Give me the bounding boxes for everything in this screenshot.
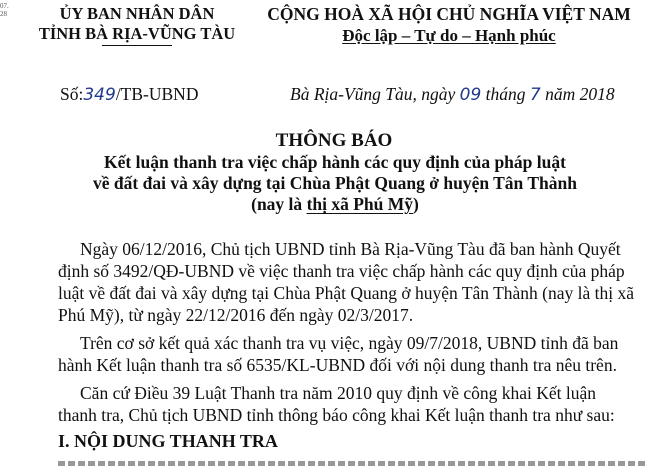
paragraph-line: Căn cứ Điều 39 Luật Thanh tra năm 2010 quy định về công khai Kết luận (80, 383, 597, 403)
cut-off-text-line (58, 455, 648, 466)
authority-line-1: ỦY BAN NHÂN DÂN (59, 4, 215, 23)
paragraph-line: thanh tra, Chủ tịch UBND tỉnh thông báo công khai Kết luận thanh tra như sau: (58, 405, 615, 425)
date-month-handwritten: 7 (529, 85, 541, 105)
paragraph-line: Phú Mỹ), từ ngày 22/12/2016 đến ngày 02/3/2017. (58, 305, 414, 325)
subtitle-line-3 (52, 194, 618, 215)
paragraph-line: Trên cơ sở kết quả xác thanh tra vụ việc, ngày 09/7/2018, UBND tỉnh đã ban (80, 333, 619, 353)
date-place: Bà Rịa-Vũng Tàu, ngày (290, 84, 460, 104)
subtitle-line-3-underlined: thị xã Phú Mỹ (306, 194, 414, 214)
subtitle-line-3-suffix: ) (413, 194, 419, 214)
dateline (290, 84, 615, 105)
national-motto: Độc lập – Tự do – Hạnh phúc (342, 26, 556, 45)
paragraph-line: định số 3492/QĐ-UBND về việc thanh tra việc chấp hành các quy định của pháp (58, 261, 625, 281)
paragraph-1 (58, 238, 648, 326)
date-day-handwritten: 09 (459, 85, 482, 105)
date-year: năm 2018 (540, 84, 615, 104)
paragraph-3 (58, 382, 648, 426)
authority-divider (102, 45, 172, 46)
paragraph-2 (58, 332, 648, 376)
document-number (60, 84, 198, 105)
document-body (58, 238, 648, 432)
paragraph-line: Ngày 06/12/2016, Chủ tịch UBND tỉnh Bà Rịa-Vũng Tàu đã ban hành Quyết (80, 239, 621, 259)
date-month-label: tháng (481, 84, 530, 104)
margin-note: 07. 28 (0, 2, 9, 18)
issuing-authority (32, 4, 242, 46)
section-heading: I. NỘI DUNG THANH TRA (58, 431, 278, 451)
national-header (263, 4, 635, 46)
subtitle-line-2: về đất đai và xây dựng tại Chùa Phật Quang ở huyện Tân Thành (93, 173, 577, 193)
subtitle-line-1: Kết luận thanh tra việc chấp hành các quy định của pháp luật (104, 152, 566, 172)
subtitle-line-3-prefix: (nay là (251, 194, 307, 214)
national-title: CỘNG HOÀ XÃ HỘI CHỦ NGHĨA VIỆT NAM (267, 4, 631, 24)
paragraph-line: luật về đất đai và xây dựng tại Chùa Phật Quang ở huyện Tân Thành (nay là thị xã (58, 283, 635, 303)
doc-number-prefix: Số: (60, 84, 84, 104)
paragraph-line: hành Kết luận thanh tra số 6535/KL-UBND đối với nội dung thanh tra nêu trên. (58, 355, 617, 375)
document-title: THÔNG BÁO (275, 130, 393, 151)
doc-number-handwritten: 349 (83, 85, 116, 105)
document-subtitle (52, 152, 618, 215)
doc-number-suffix: /TB-UBND (115, 84, 199, 104)
authority-line-2: TỈNH BÀ RỊA-VŨNG TÀU (38, 24, 236, 43)
